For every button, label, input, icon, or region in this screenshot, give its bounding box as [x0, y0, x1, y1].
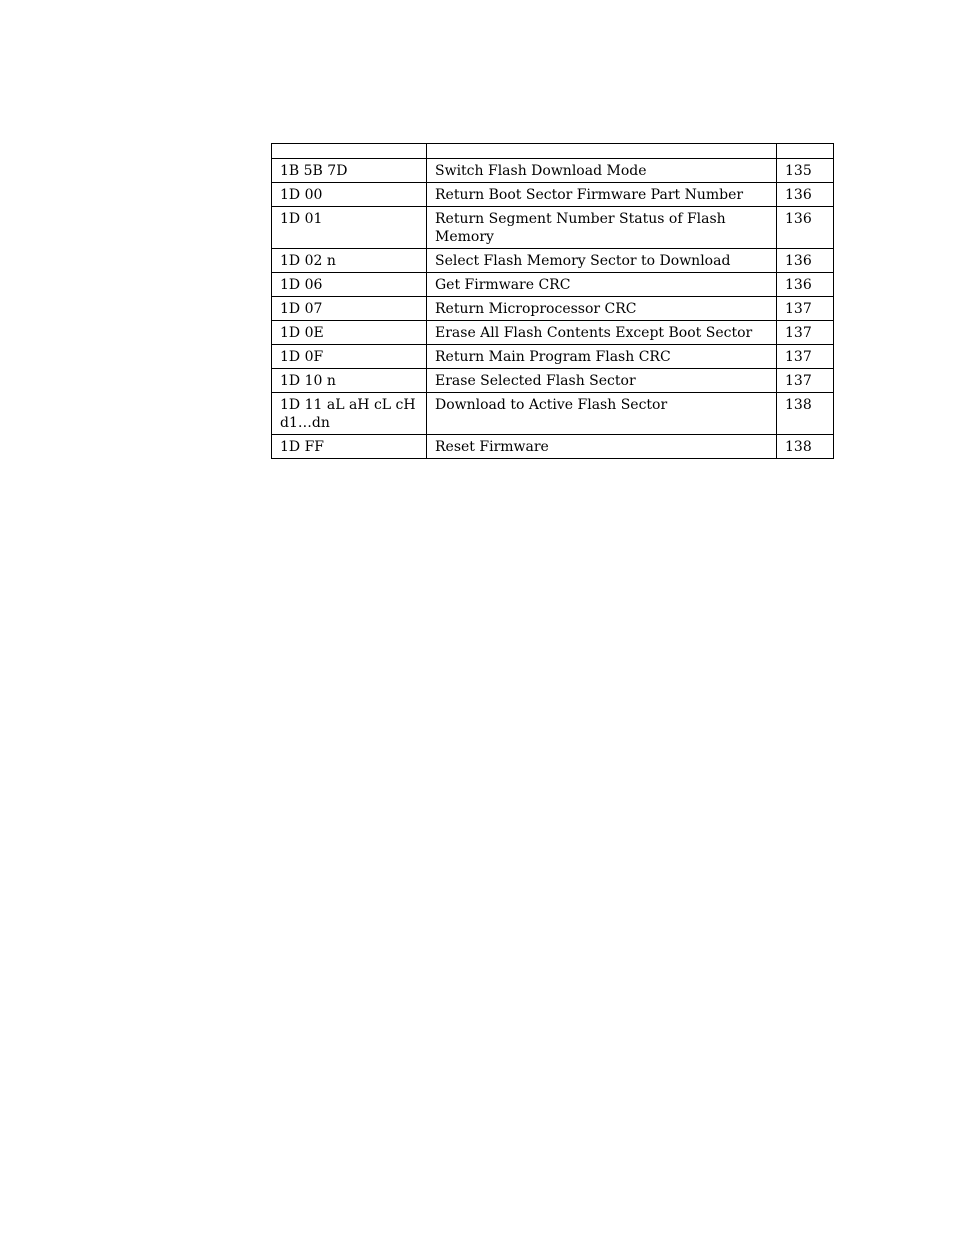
command-code-cell: 1D 0F: [272, 345, 427, 369]
command-code-cell: 1D 07: [272, 297, 427, 321]
command-table: [271, 143, 834, 459]
command-description-cell: Erase Selected Flash Sector: [427, 369, 777, 393]
command-description-cell: Return Segment Number Status of Flash Memory: [427, 207, 777, 249]
table-row: [272, 207, 834, 249]
page-number-cell: 137: [777, 321, 834, 345]
page-number-cell: 135: [777, 159, 834, 183]
header-page-cell: [777, 144, 834, 159]
command-code-cell: 1D 02 n: [272, 249, 427, 273]
command-description-cell: Get Firmware CRC: [427, 273, 777, 297]
table-row: [272, 393, 834, 435]
table-row: [272, 297, 834, 321]
page-number-cell: 136: [777, 207, 834, 249]
table-row: [272, 273, 834, 297]
table-row: [272, 159, 834, 183]
page-number-cell: 137: [777, 297, 834, 321]
command-description-cell: Switch Flash Download Mode: [427, 159, 777, 183]
table-header-row: [272, 144, 834, 159]
page-number-cell: 137: [777, 345, 834, 369]
command-code-cell: 1D 0E: [272, 321, 427, 345]
command-code-cell: 1D 06: [272, 273, 427, 297]
page-number-cell: 136: [777, 183, 834, 207]
page-number-cell: 136: [777, 273, 834, 297]
command-code-cell: 1D 01: [272, 207, 427, 249]
table-row: [272, 369, 834, 393]
command-description-cell: Download to Active Flash Sector: [427, 393, 777, 435]
command-code-cell: 1D 00: [272, 183, 427, 207]
table-row: [272, 435, 834, 459]
command-description-cell: Return Boot Sector Firmware Part Number: [427, 183, 777, 207]
table-row: [272, 183, 834, 207]
header-code-cell: [272, 144, 427, 159]
page-number-cell: 137: [777, 369, 834, 393]
header-description-cell: [427, 144, 777, 159]
command-description-cell: Return Microprocessor CRC: [427, 297, 777, 321]
command-description-cell: Select Flash Memory Sector to Download: [427, 249, 777, 273]
page-number-cell: 138: [777, 435, 834, 459]
page-number-cell: 138: [777, 393, 834, 435]
table-row: [272, 249, 834, 273]
command-code-cell: 1D FF: [272, 435, 427, 459]
command-code-cell: 1D 11 aL aH cL cH d1…dn: [272, 393, 427, 435]
command-code-cell: 1D 10 n: [272, 369, 427, 393]
command-description-cell: Reset Firmware: [427, 435, 777, 459]
table-row: [272, 321, 834, 345]
table-row: [272, 345, 834, 369]
command-description-cell: Erase All Flash Contents Except Boot Sector: [427, 321, 777, 345]
page-number-cell: 136: [777, 249, 834, 273]
command-code-cell: 1B 5B 7D: [272, 159, 427, 183]
command-description-cell: Return Main Program Flash CRC: [427, 345, 777, 369]
